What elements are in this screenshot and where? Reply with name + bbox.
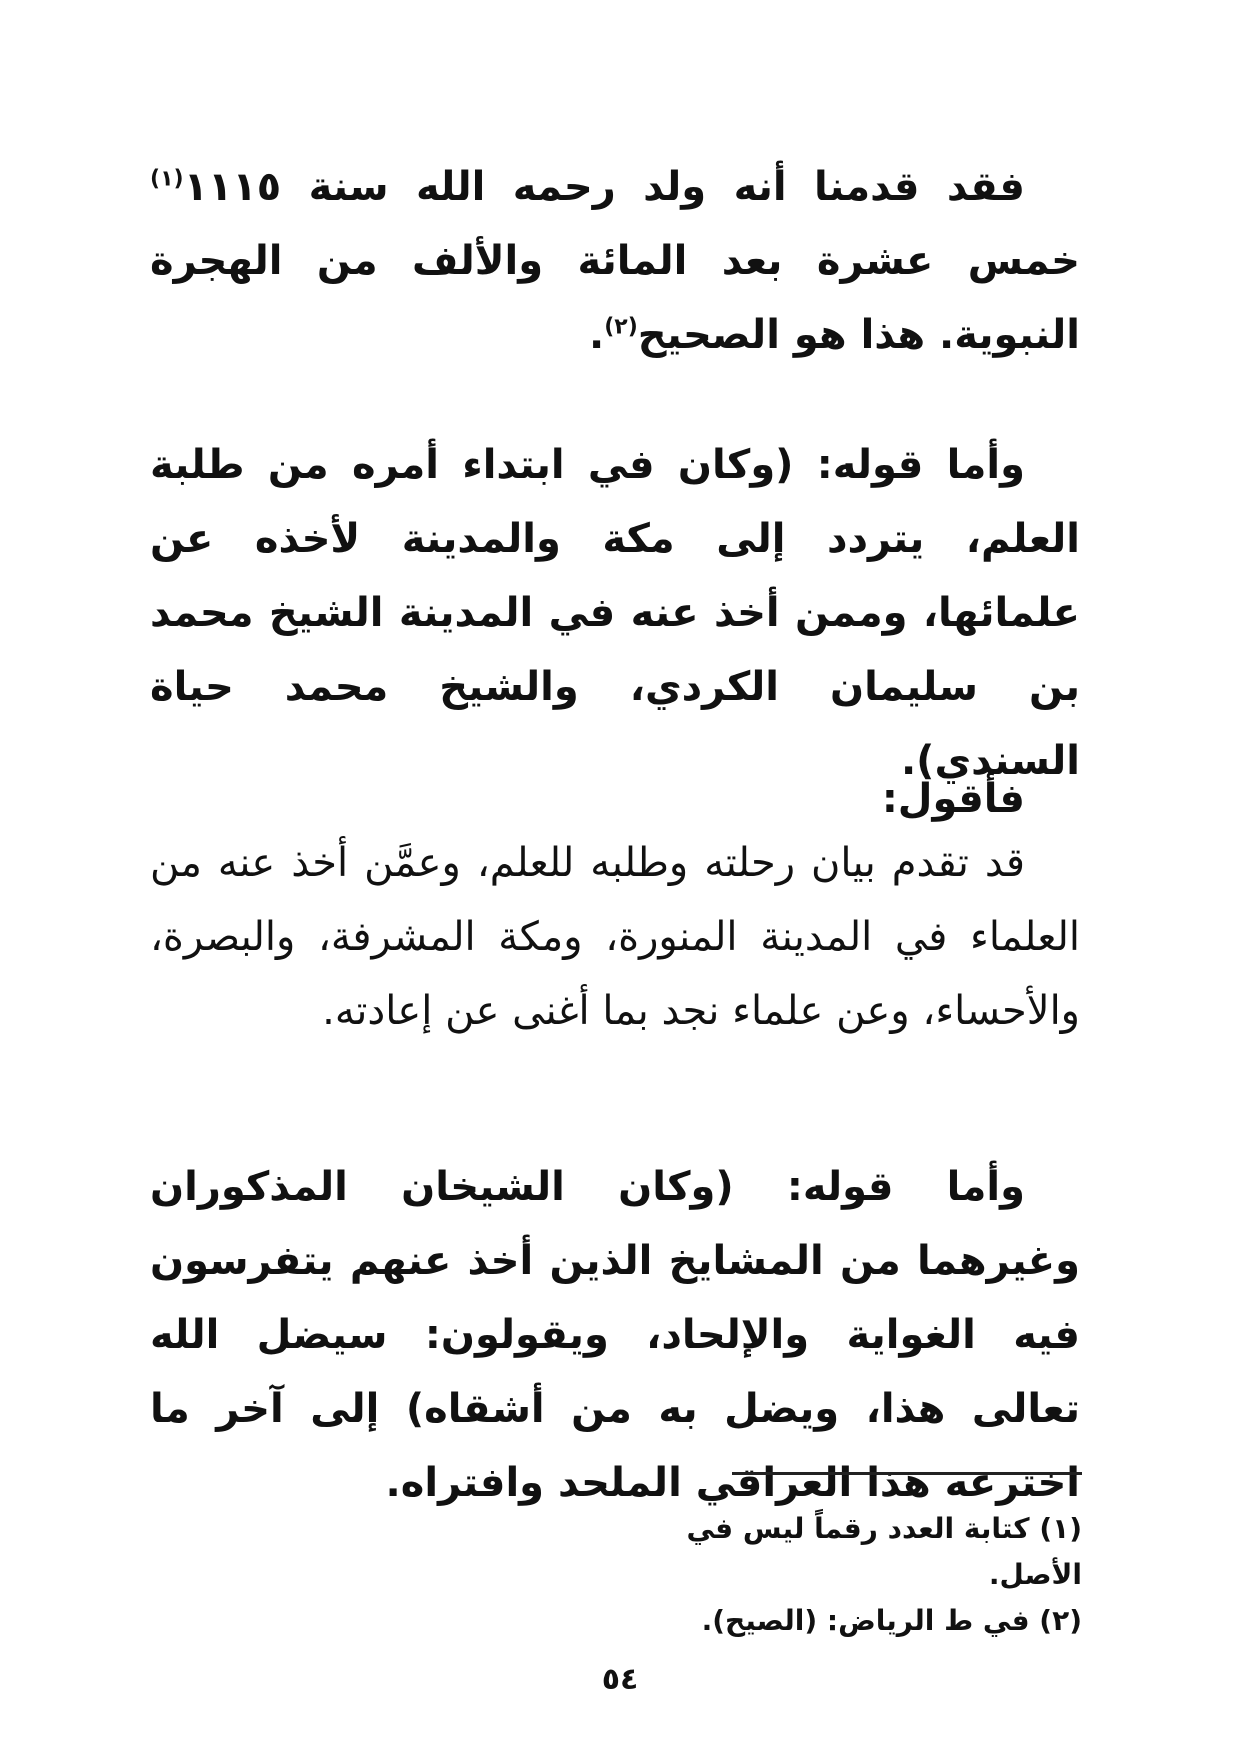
paragraph-text-part: خمس عشرة بعد المائة والألف من الهجرة النبوية. هذا هو الصحيح (150, 238, 1080, 358)
paragraph-text: قد تقدم بيان رحلته وطلبه للعلم، وعمَّن أخذ عنه من العلماء في المدينة المنورة، ومكة المشرفة، والبصرة، والأحساء، وعن علماء نجد بما أغنى عن إعادته. (150, 840, 1080, 1034)
footnote-divider (732, 1472, 1082, 1475)
paragraph-reply-heading (150, 762, 1080, 836)
paragraph-quote-1 (150, 428, 1080, 798)
footnote-1: (١) كتابة العدد رقماً ليس في الأصل. (686, 1512, 1082, 1591)
footnotes (600, 1506, 1082, 1644)
paragraph-text-part: . (589, 312, 605, 358)
footnote-2: (٢) في ط الرياض: (الصيح). (701, 1604, 1082, 1637)
page-number: ٥٤ (601, 1662, 639, 1697)
paragraph-text-part: فقد قدمنا أنه ولد رحمه الله سنة ١١١٥ (183, 164, 1025, 210)
paragraph-text (150, 150, 1080, 372)
paragraph-text: وأما قوله: (وكان في ابتداء أمره من طلبة العلم، يتردد إلى مكة والمدينة لأخذه عن علمائها، وممن أخذ عنه في المدينة الشيخ محمد بن سليمان الكردي، والشيخ محمد حياة السندي). (150, 442, 1080, 784)
paragraph-birth-year (150, 150, 1080, 372)
footnote-ref-2[interactable]: (٢) (604, 314, 638, 340)
paragraph-reply (150, 826, 1080, 1048)
paragraph-text: وأما قوله: (وكان الشيخان المذكوران وغيرهما من المشايخ الذين أخذ عنهم يتفرسون فيه الغواية والإلحاد، ويقولون: سيضل الله تعالى هذا، ويضل به من أشقاه) إلى آخر ما اخترعه هذا العراقي الملحد وافتراه. (150, 1164, 1080, 1506)
footnote-ref-1[interactable]: (١) (150, 166, 184, 192)
paragraph-text: فأقول: (881, 776, 1025, 822)
paragraph-quote-2 (150, 1150, 1080, 1520)
